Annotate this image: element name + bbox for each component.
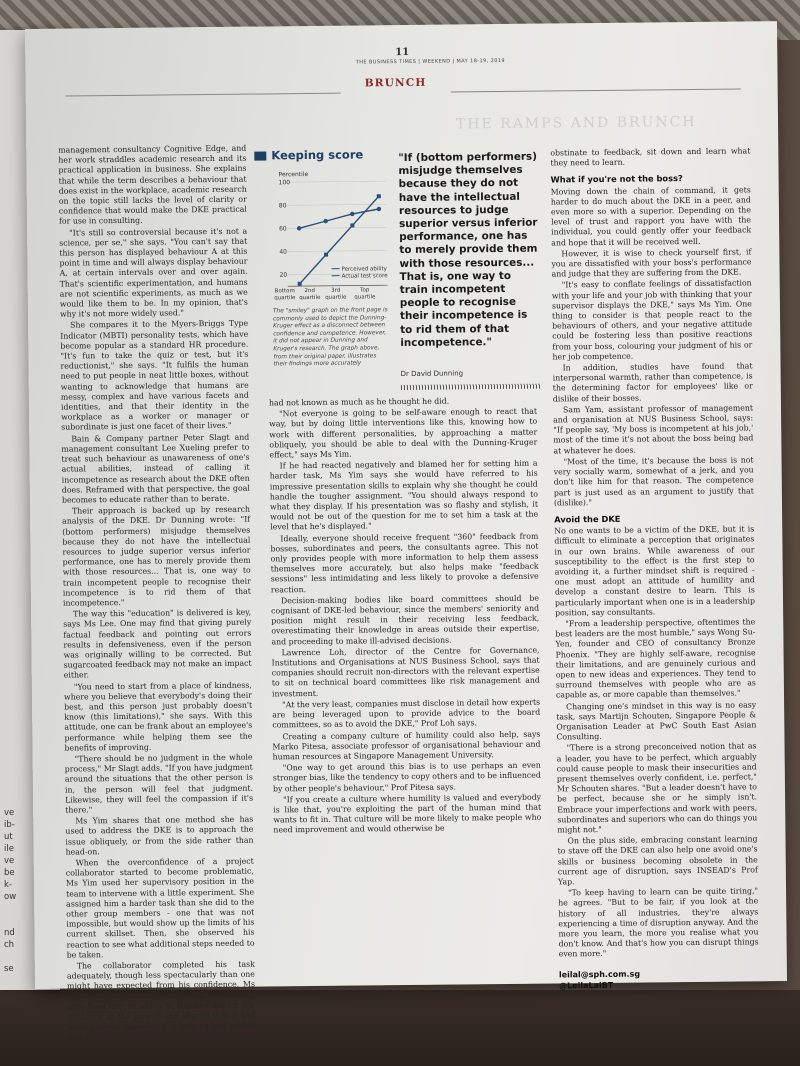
underlying-text-fragment: ch <box>4 940 15 950</box>
chart-marker-icon <box>254 151 266 160</box>
masthead: THE BUSINESS TIMES | WEEKEND | MAY 18-19, 2019 <box>355 57 505 66</box>
chart-y-tick-label: 80 <box>278 202 287 210</box>
col2-paragraph: Ideally, everyone should receive frequent "360" feedback from bosses, subordinates and peers, the consultants agree. This not only provides people with more information to help them assess themselves more accurately, but also helps make "feedback sessions" less intimidating and less likely to provoke a defensive reaction. <box>270 531 539 595</box>
col3-paragraph: "There is a strong preconceived notion that as a leader, you have to be perfect, which arguably could cause people to mask their insecurities and present themselves overly confident, i.e. perfect," Mr Schouten shares. "But a leader doesn't have to be perfect, because she or he simply isn't. Embrace your imperfections and work with peers, subordinates and superiors who can do things you might not." <box>556 741 758 835</box>
underlying-text-fragment: se <box>4 964 14 974</box>
col3-paragraph: On the plus side, embracing constant learning to stave off the DKE can also help one avoid one's skills or business becoming obsolete in the current age of disruption, says INSEAD's Prof Yap. <box>557 834 758 887</box>
col2-paragraph: Creating a company culture of humility could also help, says Marko Pitesa, associate professor of organisational behaviour and human resources at Singapore Management University. <box>272 729 541 762</box>
col2-paragraph: "One way to get around this bias is to use perhaps an even stronger bias, like the tendency to copy others and to be influenced by other people's behaviour," Prof Pitesa says. <box>272 760 541 793</box>
col3-paragraph: However, it is wise to check yourself first, if you are dissatisfied with your boss's performance and judge that they are suffering from the DKE. <box>551 247 752 279</box>
col3-paragraph: "From a leadership perspective, oftentimes the best leaders are the most humble," says Wong Su-Yen, founder and CEO of consultancy Bronze Phoenix. "They are highly self-aware, recognise their limitations, and are genuinely curious and open to new ideas and experiences. They tend to surround themselves with people who are as capable as, or more capable than themselves." <box>555 617 756 700</box>
col1-paragraph: "You need to start from a place of kindness, where you believe that everybody's doing their best, and this person just probably doesn't know (this limitations)," she says. With this attitude, one can be frank about an employee's performance while helping them see the benefits of improving. <box>63 680 253 753</box>
chart-x-tick-label: Top quartile <box>354 287 376 301</box>
underlying-text-fragment: be <box>4 868 15 878</box>
chart-caption: The "smiley" graph on the front page is commonly used to depict the Dunning-Kruger effect as a disconnect between confidence and competence. However, it did not appear in Dunning and Kruger's research. The graph above, from their original paper, illustrates their findings more accurately <box>272 307 388 368</box>
page-number: 11 <box>395 46 410 59</box>
col3-paragraph: "It's easy to conflate feelings of dissatisfaction with your life and your job with thinking that your supervisor displays the DKE," says Ms Yim. One thing to consider is that people react to the behaviours of others, and your negative attitude could be fostering less than positive reactions from your boss, colouring your judgment of his or her job competence. <box>551 278 753 362</box>
col2-paragraph: "At the very least, companies must disclose in detail how experts are being leveraged upon to provide advice to the board committees, so as to avoid the DKE," Prof Loh says. <box>272 697 541 730</box>
underlying-text-fragment: k- <box>4 880 12 890</box>
col1-paragraph: When the overconfidence of a project collaborator started to become problematic, Ms Yim used her supervisory position in the team to intervene with a little experiment. She assigned him a harder task than she did to the other group members - one that was not impossible, but would show up the limits of his current skillset. Then, she observed his reaction to see what additional steps needed to be taken. <box>65 856 255 960</box>
subheading-avoid-dke: Avoid the DKE <box>554 513 621 525</box>
newspaper-page <box>25 21 787 1043</box>
col1-paragraph: The collaborator completed his task adequately, though less spectacularly than one might have expected from his confidence. Ms Yim was later pleasantly surprised to receive a note from him, in which he thanked her for her guidance in the project and shared that it had been a useful experience in helping him realise that he <box>66 959 256 1043</box>
article-column-1 <box>58 143 256 1043</box>
chart-point-actual-test-score <box>350 223 354 227</box>
chart-x-axis <box>288 285 388 286</box>
underlying-text-fragment: ve <box>4 808 15 818</box>
col3-paragraph: "Most of the time, it's because the boss is not very socially warm, somewhat of a jerk, and you don't like him for that reason. The competence part is just used as an argument to justify that (dislike)." <box>553 455 754 508</box>
chart-point-actual-test-score <box>298 282 302 286</box>
underlying-text-fragment: ut <box>4 832 13 842</box>
chart-point-perceived-ability <box>323 219 327 223</box>
chart-point-perceived-ability <box>350 212 354 216</box>
col2-paragraph: If he had reacted negatively and blamed her for setting him a harder task, Ms Yim says she would have referred to his impressive presentation skills to explain why she thought he could handle the tougher assignment. "You should always respond to what they display. If his presentation was so flashy and stylish, it would not be out of the question for me to set him a task at the level that he's displayed." <box>269 458 539 532</box>
underlying-text-fragment: ow <box>4 892 17 902</box>
chart-y-label: Percentile <box>278 171 309 179</box>
chart-point-actual-test-score <box>324 253 328 257</box>
col1-paragraph: "There should be no judgment in the whole process," Mr Slagt adds. "If you have judgment around the situations that the other person is in, the person will feel that judgment. Likewise, they will feel the compassion if it's there." <box>64 752 254 815</box>
col1-paragraph: management consultancy Cognitive Edge, and her work straddles academic research and its practical application in business. She explains that while the term describes a behaviour that does exist in the workplace, academic research on the topic still lacks the level of clarity or confidence that would make the DKE practical for use in consulting. <box>58 143 247 227</box>
chart-x-tick-label: 2nd quartile <box>299 287 321 301</box>
col3-paragraph: Moving down the chain of command, it gets harder to do much about the DKE in a peer, and even more so with a superior. Depending on the level of trust and rapport you have with the individual, you could gently offer your feedback and hope that it will be received well. <box>550 184 752 248</box>
chart-title-text: Keeping score <box>271 147 364 163</box>
col2-paragraph: had not known as much as he thought he did. <box>268 396 450 408</box>
section-rule-left <box>66 93 341 97</box>
chart-title <box>254 147 363 162</box>
pull-quote-author: Dr David Dunning <box>400 369 464 379</box>
col1-paragraph: Ms Yim shares that one method she has used to address the DKE is to approach the issue obliquely, or from the side rather than head-on. <box>65 814 254 857</box>
col1-paragraph: The way this "education" is delivered is key, says Ms Lee. One may find that giving purely factual feedback and pointing out errors results in defensiveness, even if the person was originally willing to be corrected. But sugarcoated feedback may not make an impact either. <box>63 607 252 680</box>
col3-paragraph: Sam Yam, assistant professor of management and organisation at NUS Business School, says: "If people say, 'My boss is incompetent at his job,' most of the time it's not about the boss being bad at whatever he does. <box>553 403 754 456</box>
underlying-text-fragment: nd <box>4 928 15 938</box>
chart-x-tick-label: Bottom quartile <box>274 288 296 301</box>
chart-y-tick-label: 20 <box>279 271 288 279</box>
section-rule-right <box>451 88 741 92</box>
section-label: BRUNCH <box>364 76 427 90</box>
chart-gridline <box>287 251 387 252</box>
show-through-text: THE RAMPS AND BRUNCH <box>455 113 697 133</box>
pull-quote: "If (bottom performers) misjudge themselves because they do not have the intellectual resources to judge superior versus inferior performance, one has to merely provide them with those resources... That is, one way to train incompetent people to recognise their incompetence is to rid them of that incompetence." <box>398 150 538 349</box>
col3-paragraph: Changing one's mindset in this way is no easy task, says Martijn Schouten, Singapore People & Organisation Leader at PwC South East Asian Consulting. <box>556 699 757 742</box>
col1-paragraph: She compares it to the Myers-Briggs Type Indicator (MBTI) personality tests, which have become popular as a standard HR procedure. "It's fun to take the quiz or test, but it's reductionist," she says. "It fulfils the human need to put people in neat little boxes, without wanting to acknowledge that humans are messy, complex and have various facets and identities, and that their identity in the workplace as a worker or manager or subordinate is just one facet of their lives." <box>60 319 250 433</box>
col2-paragraph: "If you create a culture where humility is valued and everybody is like that, you're exploiting the part of the human mind that wants to fit in. That culture will be more likely to make people who need improvement and would otherwise be <box>273 792 542 835</box>
col2-paragraph: "Not everyone is going to be self-aware enough to react that way, but by doing little interventions like this, knowing how to work with different personalities, by approaching a matter obliquely, you should be able to deal with the Dunning-Kruger effect," says Ms Yim. <box>269 406 538 460</box>
underlying-text-fragment: ve <box>4 856 15 866</box>
chart-x-tick-label: 3rd quartile <box>325 287 347 301</box>
col3-paragraph: obstinate to feedback, sit down and learn what they need to learn. <box>550 146 751 168</box>
chart-point-perceived-ability <box>377 207 381 211</box>
author-email[interactable]: leilal@sph.com.sg <box>558 969 641 980</box>
col1-paragraph: Bain & Company partner Peter Slagt and management consultant Lee Xueling prefer to treat such behaviour as unawareness of one's actual abilities, instead of calling it incompetence as research about the DKE often does. Reframed with that perspective, the goal becomes to educate rather than to berate. <box>61 432 250 505</box>
chart-y-tick-label: 100 <box>278 179 291 187</box>
col3-paragraph: "To keep having to learn can be quite tiring," he agrees. "But to be fair, if you look at the history of all industries, they're always experiencing a time of disruption anyway. And the more you learn, the more you realise what you don't know. And that's how you can disrupt things even more." <box>558 886 759 959</box>
article-column-3 <box>550 146 759 991</box>
subheading-not-the-boss: What if you're not the boss? <box>550 173 683 185</box>
author-twitter-handle[interactable]: @LeilaLaiBT <box>558 980 614 991</box>
keeping-score-chart <box>248 163 389 294</box>
chart-point-actual-test-score <box>377 194 381 198</box>
col1-paragraph: Their approach is backed up by research analysis of the DKE. Dr Dunning wrote: "If (bottom performers) misjudge themselves because they do not have the intellectual resources to judge superior versus inferior performance, one has to merely provide them with those resources... That is, one way to train incompetent people to recognise their incompetence is to rid them of that incompetence." <box>62 504 251 608</box>
chart-series-line-perceived-ability <box>299 209 379 228</box>
col2-paragraph: Lawrence Loh, director of the Centre for Governance, Institutions and Organisations at NUS Business School, says that companies should recruit non-directors with the relevant expertise to sit on technical board committees like risk management and investment. <box>271 645 540 699</box>
col3-paragraph: In addition, studies have found that interpersonal warmth, rather than competence, is the determining factor for employees' like or dislike of their bosses. <box>552 361 753 404</box>
pull-quote-rule <box>401 384 541 390</box>
col1-paragraph: "It's still so controversial because it's not a science, per se," she says. "You can't say that this person has displayed behaviour A at this point in time and will always display behaviour A, at certain intervals over and over again. That's scientific experimentation, and humans are not scientific experiments, as much as we would like them to be. In my opinion, that's why it's not more widely used." <box>59 226 248 319</box>
col3-paragraph: No one wants to be a victim of the DKE, but it is difficult to eliminate a perception that originates in our own brains. While awareness of our susceptibility to the effect is the first step to avoiding it, a further mindset shift is required - one must adopt an attitude of humility and develop a constant desire to learn. This is particularly important when one is in a leadership position, say consultants. <box>554 524 756 618</box>
underlying-text-fragment: ib- <box>4 820 15 830</box>
chart-legend-label: Actual test score <box>341 273 388 280</box>
underlying-text-fragment: ile <box>4 844 14 854</box>
col2-paragraph: Decision-making bodies like board committees should be cognisant of DKE-led behaviour, since the members' seniority and position might result in their receiving less feedback, overestimating their knowledge in areas outside their expertise, and proceeding to make ill-advised decisions. <box>271 593 540 647</box>
chart-legend-label: Perceived ability <box>341 266 387 273</box>
chart-y-tick-label: 60 <box>279 225 287 233</box>
chart-gridline <box>287 181 387 182</box>
chart-y-tick-label: 40 <box>279 248 288 256</box>
chart-point-perceived-ability <box>297 226 301 230</box>
article-column-2 <box>269 396 543 979</box>
